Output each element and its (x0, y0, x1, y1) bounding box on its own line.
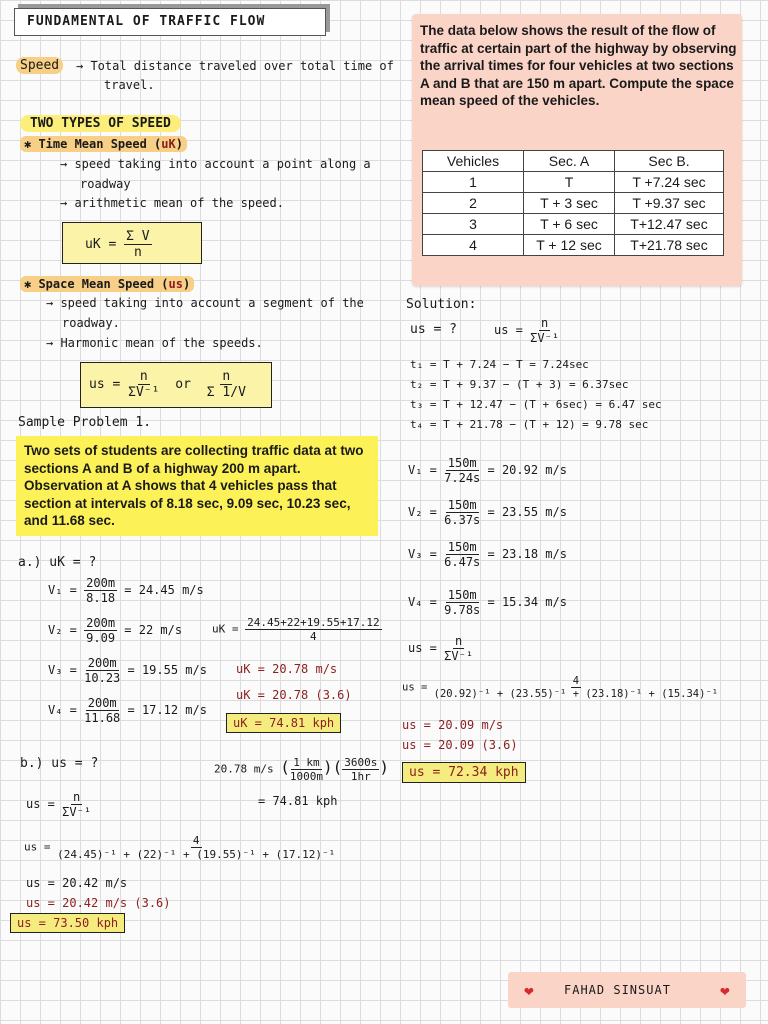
part-a-result1: uK = 20.78 m/s (236, 662, 338, 676)
problem2-text: The data below shows the result of the flow of traffic at certain part of the highway by observing the arrival times for four vehicles at two sections A and B that are 150 m apart. Compute the space mean speed of the vehicles. (420, 23, 737, 108)
sms-bullet1a: → speed taking into account a segment of the (46, 296, 364, 310)
table-cell: T +7.24 sec (615, 172, 724, 193)
heart-icon: ❤ (720, 981, 730, 1000)
solution-formula-2: us = $\frac{n}{\text{ΣV⁻¹}}$ (408, 634, 474, 663)
sms-heading: ✱ Space Mean Speed (us) (20, 277, 194, 291)
part-a-row2: V₂ = $\frac{200m}{9.09}$ = 22 m/s (48, 616, 183, 645)
travel-time-4: t₄ = T + 21.78 − (T + 12) = 9.78 sec (410, 418, 649, 431)
author-footer (508, 972, 746, 1008)
solution-formula: us = $\frac{n}{\text{ΣV⁻¹}}$ (494, 316, 560, 345)
tms-formula: uK = $\frac{\text{Σ V}}{n}$ (85, 229, 150, 260)
solution-result2: us = 20.09 (3.6) (402, 738, 518, 752)
table-row (423, 235, 724, 256)
table-row (423, 193, 724, 214)
table-header: Vehicles (423, 151, 524, 172)
author-name: FAHAD SINSUAT (564, 983, 671, 997)
table-cell: T +9.37 sec (615, 193, 724, 214)
page-title-box (14, 8, 326, 36)
problem2-panel (412, 14, 742, 286)
solution-speed-4: V₄ = $\frac{150m}{9.78s}$ = 15.34 m/s (408, 588, 567, 617)
table-row (423, 172, 724, 193)
part-a-answer: uK = 74.81 kph (226, 713, 341, 733)
solution-speed-3: V₃ = $\frac{150m}{6.47s}$ = 23.18 m/s (408, 540, 567, 569)
speed-definition-line1: → Total distance traveled over total time of (76, 59, 394, 73)
problem1-text: Two sets of students are collecting traffic data at two sections A and B of a highway 200 m apart. Observation at A shows that 4 vehicles pass that section at intervals of 8.18 sec, 9.09 sec, 10.23 sec, and 11.68 sec. (24, 443, 364, 528)
speed-definition-line2: travel. (104, 78, 155, 92)
solution-speed-2: V₂ = $\frac{150m}{6.37s}$ = 23.55 m/s (408, 498, 567, 527)
tms-bullet2: → arithmetic mean of the speed. (60, 196, 284, 210)
part-a-row3: V₃ = $\frac{200m}{10.23}$ = 19.55 m/s (48, 656, 207, 685)
tms-heading: ✱ Time Mean Speed (uK) (20, 137, 187, 151)
table-cell: 3 (423, 214, 524, 235)
table-cell: 2 (423, 193, 524, 214)
table-cell: 4 (423, 235, 524, 256)
part-b-answer: us = 73.50 kph (10, 913, 125, 933)
part-b-result2: us = 20.42 m/s (3.6) (26, 896, 171, 910)
table-header: Sec. A (524, 151, 615, 172)
part-a-result2: uK = 20.78 (3.6) (236, 688, 352, 702)
solution-speed-1: V₁ = $\frac{150m}{7.24s}$ = 20.92 m/s (408, 456, 567, 485)
part-b-formula: us = $\frac{n}{\text{ΣV⁻¹}}$ (26, 790, 92, 819)
table-header: Sec B. (615, 151, 724, 172)
table-cell: T + 6 sec (524, 214, 615, 235)
sample-problem-heading: Sample Problem 1. (18, 415, 152, 430)
table-cell: T + 12 sec (524, 235, 615, 256)
sms-formula-box (80, 362, 272, 408)
solution-question: us = ? (410, 322, 457, 337)
travel-time-2: t₂ = T + 9.37 − (T + 3) = 6.37sec (410, 378, 629, 391)
tms-bullet1a: → speed taking into account a point along a (60, 157, 371, 171)
solution-answer: us = 72.34 kph (402, 762, 526, 783)
part-a-row4: V₄ = $\frac{200m}{11.68}$ = 17.12 m/s (48, 696, 207, 725)
heart-icon: ❤ (524, 981, 534, 1000)
part-b-result1: us = 20.42 m/s (26, 876, 128, 890)
travel-time-3: t₃ = T + 12.47 − (T + 6sec) = 6.47 sec (410, 398, 662, 411)
table-header-row (423, 151, 724, 172)
tms-formula-box (62, 222, 202, 264)
solution-substitution: us = $\frac{4}{\text{(20.92)⁻¹ + (23.55)⁻¹ + (23.18)⁻¹ + (15.34)⁻¹}}$ (402, 675, 719, 700)
travel-time-1: t₁ = T + 7.24 − T = 7.24sec (410, 358, 589, 371)
solution-heading: Solution: (406, 297, 477, 312)
problem1-box (16, 436, 378, 536)
types-heading: TWO TYPES OF SPEED (20, 116, 181, 131)
speed-term: Speed (16, 58, 63, 73)
part-b-substitution: us = $\frac{4}{\text{(24.45)⁻¹ + (22)⁻¹ + (19.55)⁻¹ + (17.12)⁻¹}}$ (24, 834, 336, 861)
table-cell: T (524, 172, 615, 193)
unit-conversion-result: = 74.81 kph (258, 794, 338, 808)
arrival-table (422, 150, 724, 256)
sms-bullet2: → Harmonic mean of the speeds. (46, 336, 263, 350)
table-cell: T + 3 sec (524, 193, 615, 214)
sms-formula: us = $\frac{n}{\text{ΣV⁻¹}}$ or $\frac{n}{\Sigma 1/V}$ (89, 369, 246, 400)
page-title: FUNDAMENTAL OF TRAFFIC FLOW (27, 14, 266, 29)
sms-bullet1b: roadway. (62, 316, 120, 330)
tms-bullet1b: roadway (80, 177, 131, 191)
table-cell: T+21.78 sec (615, 235, 724, 256)
part-a-question: a.) uK = ? (18, 555, 97, 570)
part-a-row1: V₁ = $\frac{200m}{8.18}$ = 24.45 m/s (48, 576, 204, 605)
unit-conversion: 20.78 m/s ( $\frac{1 km}{1000m}$ )( $\frac{3600s}{1hr}$ ) (214, 756, 390, 783)
part-a-average: uK = $\frac{24.45+22+19.55+17.12}{4}$ (212, 616, 380, 643)
table-cell: 1 (423, 172, 524, 193)
solution-result1: us = 20.09 m/s (402, 718, 504, 732)
part-b-question: b.) us = ? (20, 756, 99, 771)
table-cell: T+12.47 sec (615, 214, 724, 235)
table-row (423, 214, 724, 235)
